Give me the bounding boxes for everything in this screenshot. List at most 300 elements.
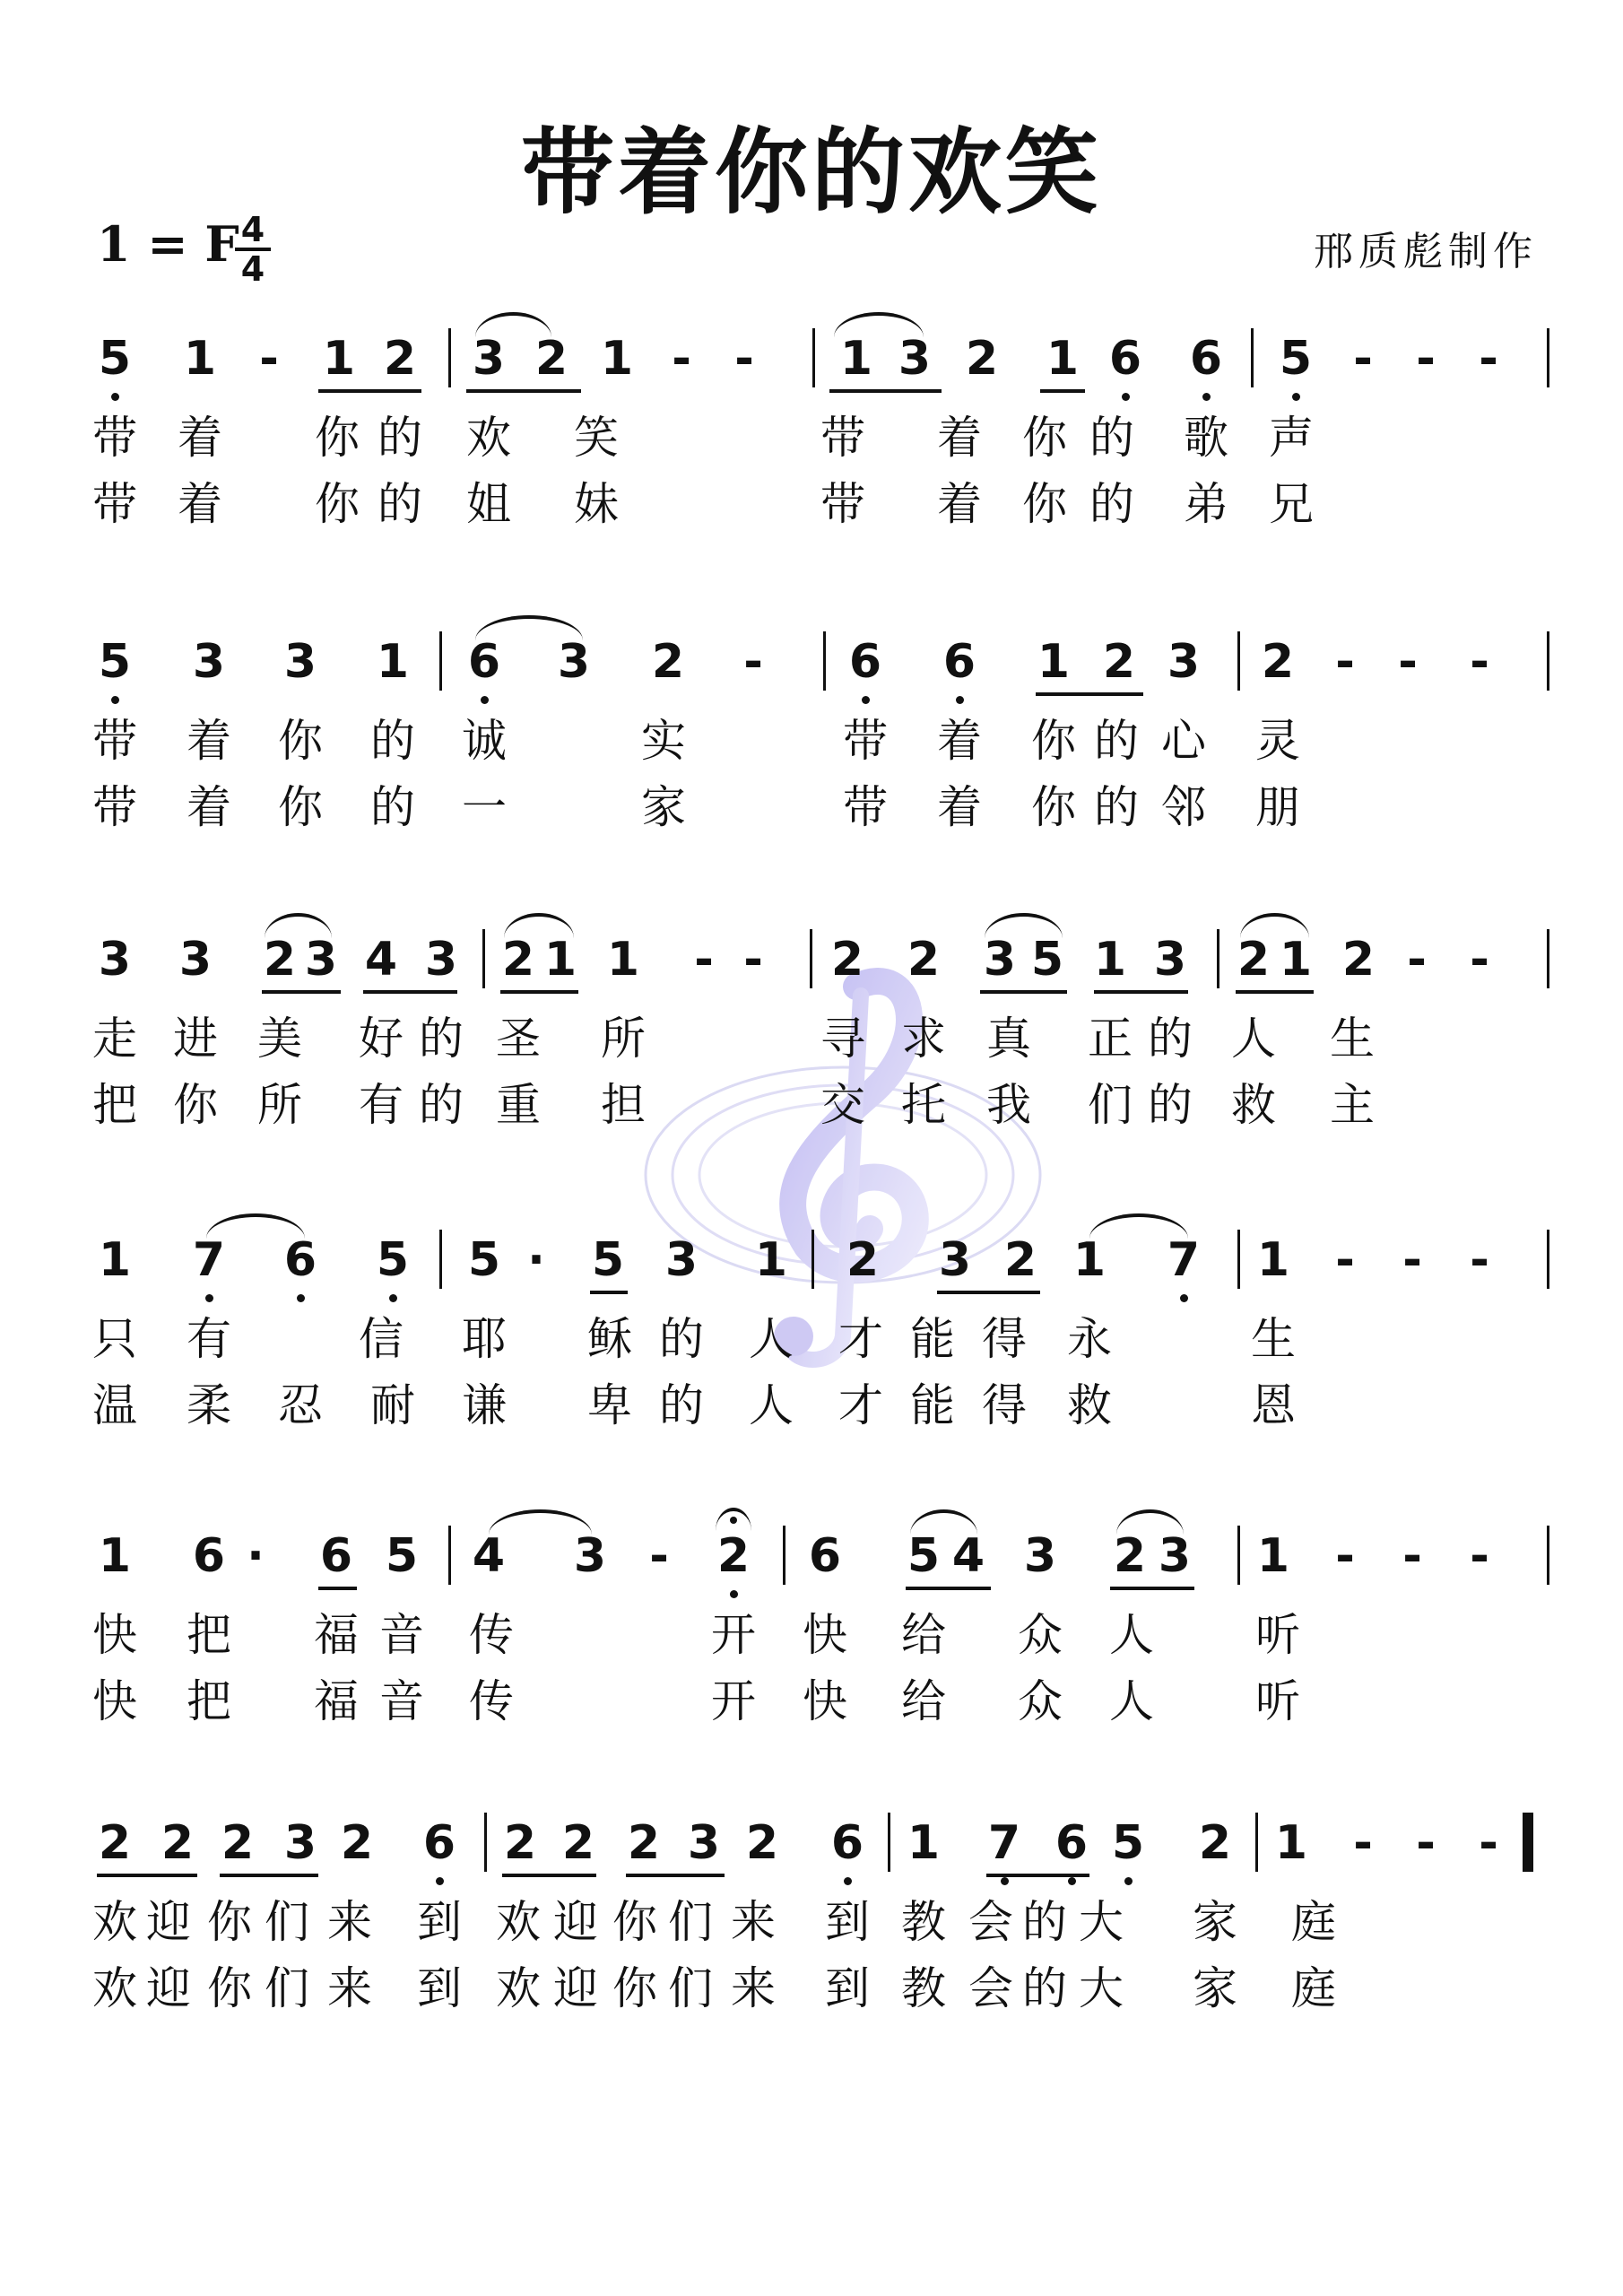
note: - <box>1470 933 1489 987</box>
note: 1 <box>907 1816 941 1870</box>
lyric-verse-1: 会 <box>968 1896 1013 1948</box>
slur-arc <box>834 312 924 337</box>
note: - <box>1479 1816 1498 1870</box>
note: 3 <box>283 1816 317 1870</box>
lyric-verse-2: 们 <box>265 1962 309 2014</box>
lyric-verse-2: 你 <box>612 1962 657 2014</box>
note: - <box>1407 933 1427 987</box>
final-barline <box>1523 1813 1533 1872</box>
lyric-verse-2: 得 <box>982 1379 1027 1431</box>
eighth-note-underline <box>590 1291 628 1294</box>
arranger-credit: 邢质彪制作 <box>1314 229 1538 274</box>
slur-arc <box>1089 1213 1188 1239</box>
note: 2 <box>1003 1233 1037 1287</box>
lyric-verse-2: 耐 <box>370 1379 415 1431</box>
lyric-verse-1: 好 <box>359 1013 404 1065</box>
eighth-note-underline <box>466 389 581 393</box>
note: - <box>1416 332 1436 386</box>
lyric-verse-1: 你 <box>1022 412 1067 464</box>
lyric-verse-1: 有 <box>187 1313 231 1365</box>
lyric-verse-1: 开 <box>711 1609 756 1661</box>
note: 1 <box>1072 1233 1107 1287</box>
note: 2 <box>503 1816 537 1870</box>
low-octave-dot <box>111 393 119 401</box>
note: 6 <box>283 1233 317 1287</box>
barline <box>823 631 826 691</box>
lyric-verse-2: 我 <box>986 1079 1031 1131</box>
lyric-verse-2: 把 <box>187 1675 231 1727</box>
note: 2 <box>745 1816 779 1870</box>
lyric-verse-1: 给 <box>901 1609 946 1661</box>
lyric-verse-1: 着 <box>178 412 222 464</box>
low-octave-dot <box>844 1877 852 1885</box>
lyric-verse-2: 开 <box>711 1675 756 1727</box>
note: 2 <box>501 933 535 987</box>
lyric-verse-1: 着 <box>937 412 982 464</box>
lyric-verse-2: 你 <box>315 478 360 530</box>
lyric-verse-2: 带 <box>92 478 137 530</box>
lyric-verse-2: 能 <box>910 1379 955 1431</box>
lyric-verse-2: 有 <box>359 1079 404 1131</box>
note: 3 <box>192 635 226 689</box>
score-system <box>0 933 1623 1202</box>
lyric-verse-2: 你 <box>1031 781 1076 833</box>
lyric-verse-2: 着 <box>937 478 982 530</box>
lyric-verse-2: 交 <box>820 1079 865 1131</box>
lyric-verse-2: 大 <box>1079 1962 1124 2014</box>
eighth-note-underline <box>1040 389 1085 393</box>
lyric-verse-1: 到 <box>825 1896 870 1948</box>
note: - <box>1398 635 1418 689</box>
lyric-verse-2: 的 <box>370 781 415 833</box>
lyric-verse-1: 音 <box>379 1609 424 1661</box>
note: 2 <box>1198 1816 1232 1870</box>
low-octave-dot <box>205 1294 213 1302</box>
note: 2 <box>830 933 864 987</box>
low-octave-dot <box>389 1294 397 1302</box>
note: 1 <box>1093 933 1127 987</box>
slur-arc <box>475 615 583 640</box>
note: 1 <box>839 332 873 386</box>
lyric-verse-1: 欢 <box>466 412 511 464</box>
lyric-verse-2: 的 <box>1089 478 1134 530</box>
lyric-verse-2: 来 <box>327 1962 372 2014</box>
lyric-verse-2: 着 <box>178 478 222 530</box>
note: 3 <box>1167 635 1201 689</box>
lyric-verse-1: 众 <box>1018 1609 1063 1661</box>
lyric-verse-1: 大 <box>1079 1896 1124 1948</box>
note: 2 <box>98 1816 132 1870</box>
note: - <box>1470 1233 1489 1287</box>
eighth-note-underline <box>502 1874 596 1877</box>
note: 5 <box>376 1233 410 1287</box>
slur-arc <box>265 913 332 938</box>
note: 5 <box>385 1529 419 1583</box>
lyric-verse-1: 美 <box>257 1013 302 1065</box>
lyric-verse-2: 家 <box>1193 1962 1237 2014</box>
lyric-verse-1: 欢 <box>92 1896 137 1948</box>
slur-arc <box>985 913 1063 938</box>
lyric-verse-1: 你 <box>315 412 360 464</box>
note: 1 <box>376 635 410 689</box>
lyric-verse-1: 诚 <box>462 715 507 767</box>
note: 6 <box>1189 332 1223 386</box>
note: 6 <box>808 1529 842 1583</box>
note: 1 <box>1256 1529 1290 1583</box>
note: 3 <box>687 1816 721 1870</box>
lyric-verse-1: 庭 <box>1291 1896 1336 1948</box>
barline <box>1547 1230 1549 1289</box>
note: - <box>259 332 279 386</box>
lyric-verse-1: 的 <box>378 412 422 464</box>
note: - <box>1416 1816 1436 1870</box>
note: 2 <box>161 1816 195 1870</box>
lyric-verse-1: 教 <box>901 1896 946 1948</box>
lyric-verse-2: 人 <box>1109 1675 1154 1727</box>
lyric-verse-2: 妹 <box>574 478 619 530</box>
lyric-verse-2: 你 <box>278 781 323 833</box>
note: 7 <box>987 1816 1021 1870</box>
barline <box>448 1526 451 1585</box>
lyric-verse-1: 人 <box>1231 1013 1276 1065</box>
eighth-note-underline <box>97 1874 197 1877</box>
note: - <box>743 635 763 689</box>
lyric-verse-1: 带 <box>843 715 888 767</box>
lyric-verse-1: 笑 <box>574 412 619 464</box>
note: 3 <box>557 635 591 689</box>
lyric-verse-2: 福 <box>314 1675 359 1727</box>
lyric-verse-2: 邻 <box>1161 781 1206 833</box>
lyric-verse-2: 快 <box>803 1675 847 1727</box>
lyric-verse-2: 的 <box>1148 1079 1193 1131</box>
lyric-verse-2: 恩 <box>1251 1379 1296 1431</box>
barline <box>1251 328 1254 387</box>
lyric-verse-2: 的 <box>659 1379 704 1431</box>
lyric-verse-1: 才 <box>838 1313 883 1365</box>
lyric-verse-2: 你 <box>173 1079 218 1131</box>
lyric-verse-1: 心 <box>1161 715 1206 767</box>
barline <box>783 1526 785 1585</box>
note: 3 <box>573 1529 607 1583</box>
note: 2 <box>651 635 685 689</box>
eighth-note-underline <box>626 1874 725 1877</box>
lyric-verse-1: 福 <box>314 1609 359 1661</box>
note: 2 <box>627 1816 661 1870</box>
eighth-note-underline <box>906 1587 991 1590</box>
lyric-verse-2: 的 <box>1022 1962 1067 2014</box>
lyric-verse-1: 的 <box>370 715 415 767</box>
lyric-verse-2: 众 <box>1018 1675 1063 1727</box>
lyric-verse-1: 带 <box>92 412 137 464</box>
lyric-verse-2: 快 <box>92 1675 137 1727</box>
lyric-verse-2: 担 <box>601 1079 646 1131</box>
lyric-verse-1: 只 <box>92 1313 137 1365</box>
score-system <box>0 332 1623 601</box>
barline <box>439 631 442 691</box>
note: 5 <box>1030 933 1064 987</box>
lyric-verse-2: 你 <box>207 1962 252 2014</box>
lyric-verse-2: 欢 <box>92 1962 137 2014</box>
lyric-verse-2: 人 <box>749 1379 794 1431</box>
eighth-note-underline <box>986 1874 1089 1877</box>
lyric-verse-2: 忍 <box>278 1379 323 1431</box>
lyric-verse-1: 生 <box>1251 1313 1296 1365</box>
lyric-verse-1: 迎 <box>553 1896 598 1948</box>
note: · <box>247 1529 265 1583</box>
low-octave-dot <box>1124 1877 1133 1885</box>
note: 6 <box>1108 332 1142 386</box>
lyric-verse-2: 给 <box>901 1675 946 1727</box>
barline <box>1547 631 1549 691</box>
note: 7 <box>192 1233 226 1287</box>
lyric-verse-1: 着 <box>937 715 982 767</box>
barline <box>484 1813 487 1872</box>
note: 2 <box>846 1233 880 1287</box>
lyric-verse-1: 所 <box>601 1013 646 1065</box>
lyric-verse-1: 的 <box>1089 412 1134 464</box>
note: 2 <box>383 332 417 386</box>
eighth-note-underline <box>1110 1587 1194 1590</box>
note: 6 <box>848 635 882 689</box>
barline <box>439 1230 442 1289</box>
lyric-verse-1: 听 <box>1255 1609 1300 1661</box>
note: 3 <box>664 1233 699 1287</box>
lyric-verse-2: 听 <box>1255 1675 1300 1727</box>
lyric-verse-2: 一 <box>462 781 507 833</box>
note: 1 <box>98 1233 132 1287</box>
lyric-verse-2: 着 <box>187 781 231 833</box>
note: 6 <box>192 1529 226 1583</box>
lyric-verse-1: 人 <box>749 1313 794 1365</box>
note: 1 <box>1279 933 1313 987</box>
note: 1 <box>1274 1816 1308 1870</box>
lyric-verse-1: 灵 <box>1255 715 1300 767</box>
lyric-verse-2: 温 <box>92 1379 137 1431</box>
barline <box>812 1230 814 1289</box>
lyric-verse-1: 欢 <box>496 1896 541 1948</box>
note: 5 <box>98 332 132 386</box>
note: 3 <box>938 1233 972 1287</box>
low-octave-dot <box>481 696 489 704</box>
lyric-verse-1: 着 <box>187 715 231 767</box>
note: - <box>672 332 691 386</box>
note: 3 <box>983 933 1017 987</box>
low-octave-dot <box>1122 393 1130 401</box>
lyric-verse-2: 所 <box>257 1079 302 1131</box>
lyric-verse-1: 带 <box>820 412 865 464</box>
time-signature-denominator: 4 <box>235 248 271 287</box>
note: 3 <box>304 933 338 987</box>
note: 3 <box>98 933 132 987</box>
note: 3 <box>472 332 506 386</box>
lyric-verse-1: 进 <box>173 1013 218 1065</box>
lyric-verse-2: 教 <box>901 1962 946 2014</box>
note: 6 <box>422 1816 456 1870</box>
lyric-verse-1: 永 <box>1067 1313 1112 1365</box>
note: 1 <box>754 1233 788 1287</box>
note: 1 <box>1256 1233 1290 1287</box>
lyric-verse-2: 音 <box>379 1675 424 1727</box>
lyric-verse-1: 实 <box>641 715 686 767</box>
lyric-verse-2: 传 <box>469 1675 514 1727</box>
lyric-verse-2: 迎 <box>146 1962 191 2014</box>
song-title: 带着你的欢笑 <box>520 117 1102 227</box>
lyric-verse-1: 正 <box>1088 1013 1133 1065</box>
lyric-verse-1: 传 <box>469 1609 514 1661</box>
note: 2 <box>716 1529 751 1583</box>
slur-arc <box>504 913 574 938</box>
low-octave-dot <box>1180 1294 1188 1302</box>
note: 2 <box>907 933 941 987</box>
lyric-verse-1: 得 <box>982 1313 1027 1365</box>
lyric-verse-2: 弟 <box>1184 478 1228 530</box>
lyric-verse-2: 卑 <box>587 1379 632 1431</box>
lyric-verse-1: 寻 <box>820 1013 865 1065</box>
low-octave-dot <box>1202 393 1211 401</box>
note: 4 <box>472 1529 506 1583</box>
slur-arc <box>1116 1509 1184 1535</box>
note: - <box>1335 1529 1355 1583</box>
lyric-verse-1: 人 <box>1109 1609 1154 1661</box>
lyric-verse-2: 带 <box>820 478 865 530</box>
note: 6 <box>1055 1816 1089 1870</box>
lyric-verse-2: 姐 <box>466 478 511 530</box>
lyric-verse-1: 你 <box>278 715 323 767</box>
note: 3 <box>1158 1529 1192 1583</box>
barline <box>448 328 451 387</box>
lyric-verse-2: 柔 <box>187 1379 231 1431</box>
lyric-verse-2: 托 <box>901 1079 946 1131</box>
note: 2 <box>263 933 297 987</box>
note: · <box>527 1233 545 1287</box>
note: 6 <box>467 635 501 689</box>
lyric-verse-2: 们 <box>668 1962 713 2014</box>
note: - <box>649 1529 669 1583</box>
note: 3 <box>1153 933 1187 987</box>
eighth-note-underline <box>363 990 457 994</box>
lyric-verse-1: 的 <box>659 1313 704 1365</box>
low-octave-dot <box>730 1590 738 1598</box>
note: - <box>1470 635 1489 689</box>
lyric-verse-1: 家 <box>1193 1896 1237 1948</box>
lyric-verse-1: 带 <box>92 715 137 767</box>
time-signature-numerator: 4 <box>240 210 265 249</box>
eighth-note-underline <box>220 1874 318 1877</box>
lyric-verse-2: 你 <box>1022 478 1067 530</box>
note: 4 <box>364 933 398 987</box>
note: 6 <box>319 1529 353 1583</box>
note: - <box>1353 332 1373 386</box>
note: - <box>743 933 763 987</box>
note: 5 <box>1279 332 1313 386</box>
barline <box>1237 1526 1240 1585</box>
note: 1 <box>1046 332 1080 386</box>
lyric-verse-2: 重 <box>496 1079 541 1131</box>
key-signature: 1 = F <box>97 215 239 273</box>
note: 2 <box>965 332 999 386</box>
lyric-verse-1: 迎 <box>146 1896 191 1948</box>
low-octave-dot <box>297 1294 305 1302</box>
lyric-verse-1: 到 <box>417 1896 462 1948</box>
lyric-verse-2: 朋 <box>1255 781 1300 833</box>
lyric-verse-1: 走 <box>92 1013 137 1065</box>
lyric-verse-2: 们 <box>1088 1079 1133 1131</box>
eighth-note-underline <box>1094 990 1188 994</box>
note: 4 <box>951 1529 985 1583</box>
eighth-note-underline <box>980 990 1067 994</box>
score-system <box>0 1816 1623 2085</box>
note: - <box>1335 635 1355 689</box>
lyric-verse-1: 真 <box>986 1013 1031 1065</box>
barline <box>1547 328 1549 387</box>
note: 3 <box>178 933 213 987</box>
slur-arc <box>1240 913 1309 938</box>
lyric-verse-1: 能 <box>910 1313 955 1365</box>
note: 3 <box>283 635 317 689</box>
note: 3 <box>1023 1529 1057 1583</box>
note: 1 <box>606 933 640 987</box>
note: - <box>694 933 714 987</box>
lyric-verse-2: 带 <box>843 781 888 833</box>
barline <box>1237 631 1240 691</box>
eighth-note-underline <box>262 990 341 994</box>
lyric-verse-1: 生 <box>1330 1013 1375 1065</box>
time-signature <box>235 212 271 287</box>
barline <box>1255 1813 1258 1872</box>
note: - <box>1479 332 1498 386</box>
note: 2 <box>1261 635 1295 689</box>
barline <box>1547 929 1549 988</box>
lyric-verse-1: 快 <box>92 1609 137 1661</box>
note: 2 <box>1341 933 1376 987</box>
note: - <box>734 332 754 386</box>
lyric-verse-2: 着 <box>937 781 982 833</box>
lyric-verse-1: 稣 <box>587 1313 632 1365</box>
low-octave-dot <box>862 696 870 704</box>
fermata-mark <box>716 1508 751 1531</box>
note: 2 <box>1113 1529 1147 1583</box>
lyric-verse-1: 耶 <box>462 1313 507 1365</box>
lyric-verse-2: 到 <box>417 1962 462 2014</box>
low-octave-dot <box>1292 393 1300 401</box>
note: 5 <box>591 1233 625 1287</box>
lyric-verse-1: 们 <box>265 1896 309 1948</box>
lyric-verse-2: 把 <box>92 1079 137 1131</box>
barline <box>1237 1230 1240 1289</box>
score-system <box>0 635 1623 904</box>
note: 1 <box>600 332 634 386</box>
note: 7 <box>1167 1233 1201 1287</box>
eighth-note-underline <box>937 1291 1040 1294</box>
note: 5 <box>1111 1816 1145 1870</box>
lyric-verse-1: 圣 <box>496 1013 541 1065</box>
lyric-verse-1: 快 <box>803 1609 847 1661</box>
low-octave-dot <box>1068 1877 1076 1885</box>
lyric-verse-1: 信 <box>359 1313 404 1365</box>
note: 6 <box>942 635 976 689</box>
lyric-verse-2: 的 <box>419 1079 464 1131</box>
note: - <box>1335 1233 1355 1287</box>
low-octave-dot <box>111 696 119 704</box>
lyric-verse-1: 把 <box>187 1609 231 1661</box>
lyric-verse-1: 的 <box>1148 1013 1193 1065</box>
note: 1 <box>98 1529 132 1583</box>
note: 1 <box>1037 635 1071 689</box>
barline <box>482 929 485 988</box>
lyric-verse-1: 你 <box>207 1896 252 1948</box>
note: - <box>1402 1233 1422 1287</box>
note: 5 <box>467 1233 501 1287</box>
